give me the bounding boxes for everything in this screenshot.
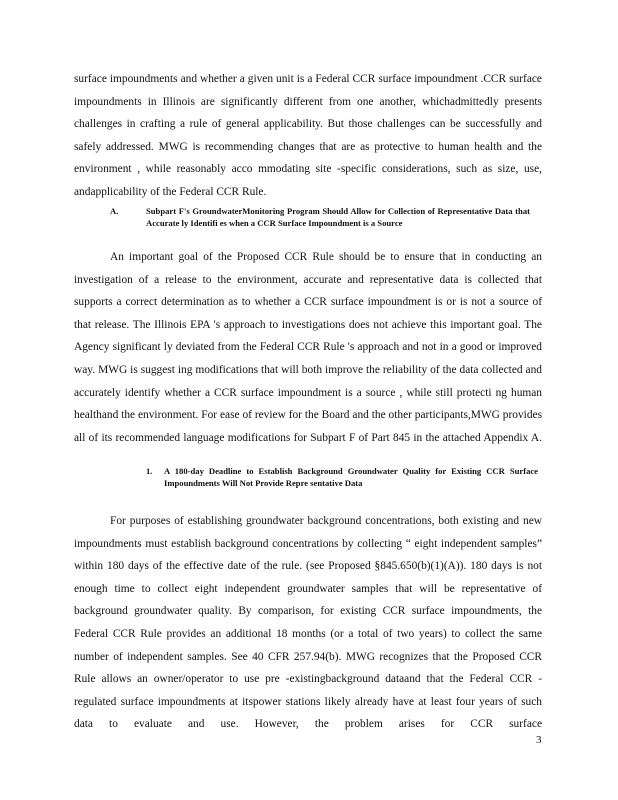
paragraph-background-concentrations-text: For purposes of establishing groundwater background concentrations, both existing and new impoundments must establish background concentrations by collecting “ eight independent samples” within 180 days of the effective date of the rule. (see Proposed §845.650(b)(1)(A)). 180 days is not enough time to collect eight independent groundwater samples that will be representative of background groundwater quality. By comparison, for existing CCR surface impoundments, the Federal CCR Rule provides an additional 18 months (or a total of two years) to collect the same number of independent samples. See 40 CFR 257.94(b). MWG recognizes that the Proposed CCR Rule allows an owner/operator to use pre -existingbackground dataand that the Federal CCR -regulated surface impoundments at itspower stations likely already have at least four years of such data to evaluate and use. However, the problem arises for CCR surface (74, 515, 542, 731)
subsection-heading-1 (146, 466, 538, 502)
section-heading-a-text: Subpart F's GroundwaterMonitoring Program Should Allow for Collection of Representative Data that Accurate ly Identifi es when a CCR Surface Impoundment is a Source (146, 206, 530, 228)
section-heading-a (110, 206, 530, 242)
paragraph-intro-continued: surface impoundments and whether a given unit is a Federal CCR surface impoundment .CCR surface impoundments in Illinois are significantly different from one another, whichadmittedly presents challenges in crafting a rule of general applicability. But those challenges can be successfully and safely addressed. MWG is recommending changes that are as protective to human health and the environment , while reasonably acco mmodating site -specific considerations, such as size, use, andapplicability of the Federal CCR Rule. (74, 73, 542, 198)
paragraph-investigation-goal-text: An important goal of the Proposed CCR Rule should be to ensure that in conducting an investigation of a release to the environment, accurate and representative data is collected that supports a correct determination as to whether a CCR surface impoundment is or is not a source of that release. The Illinois EPA 's approach to investigations does not achieve this important goal. The Agency significant ly deviated from the Federal CCR Rule 's approach and not in a good or improved way. MWG is suggest ing modifications that will both improve the reliability of the data collected and accurately identify whether a CCR surface impoundment is a source , while still protecti ng human healthand the environment. For ease of review for the Board and the other participants,MWG provides all of its recommended language modifications for Subpart F of Part 845 in the attached Appendix A. (74, 251, 542, 444)
subsection-heading-1-text: A 180-day Deadline to Establish Background Groundwater Quality for Existing CCR Surface Impoundments Will Not Provide Repre sentative Data (164, 466, 538, 488)
subsection-heading-1-label: 1. (146, 466, 153, 476)
paragraph-investigation-goal (74, 246, 542, 449)
page-number: 3 (536, 734, 542, 746)
section-heading-a-label: A. (110, 206, 119, 216)
paragraph-background-concentrations (74, 510, 542, 736)
